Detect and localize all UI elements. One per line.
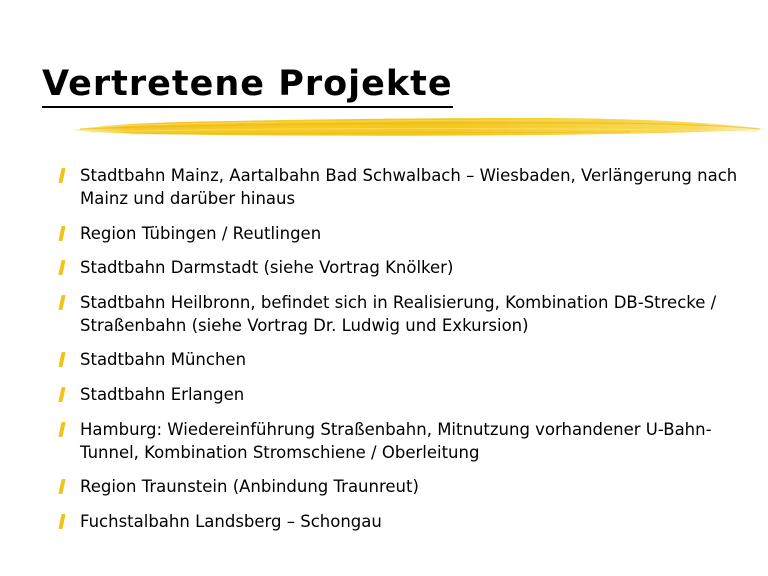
list-item xyxy=(58,475,748,498)
yellow-brush-bullet-icon xyxy=(58,168,65,183)
yellow-brush-bullet-icon xyxy=(58,260,65,275)
yellow-brush-bullet-icon xyxy=(58,422,65,437)
list-item-text: Stadtbahn Heilbronn, befindet sich in Realisierung, Kombination DB-Strecke / Straßenbahn (siehe Vortrag Dr. Ludwig und Exkursion) xyxy=(80,292,717,335)
list-item-text: Hamburg: Wiedereinführung Straßenbahn, Mitnutzung vorhandener U-Bahn-Tunnel, Kombination Stromschiene / Oberleitung xyxy=(80,419,712,462)
yellow-brush-bullet-icon xyxy=(58,226,65,241)
list-item xyxy=(58,348,748,371)
list-item xyxy=(58,510,748,533)
list-item xyxy=(58,256,748,279)
yellow-brush-stroke xyxy=(70,110,768,144)
list-item-text: Stadtbahn Darmstadt (siehe Vortrag Knölker) xyxy=(80,258,454,278)
slide-title: Vertretene Projekte xyxy=(42,62,453,108)
yellow-brush-bullet-icon xyxy=(58,352,65,367)
list-item xyxy=(58,222,748,245)
list-item-text: Stadtbahn Mainz, Aartalbahn Bad Schwalbach – Wiesbaden, Verlängerung nach Mainz und darüber hinaus xyxy=(80,166,738,208)
yellow-brush-bullet-icon xyxy=(58,514,65,529)
yellow-brush-bullet-icon xyxy=(58,295,65,310)
list-item xyxy=(58,164,748,210)
list-item-text: Region Traunstein (Anbindung Traunreut) xyxy=(80,477,419,497)
list-item-text: Fuchstalbahn Landsberg – Schongau xyxy=(80,511,382,531)
list-item xyxy=(58,383,748,406)
list-item-text: Stadtbahn Erlangen xyxy=(80,384,245,404)
list-item xyxy=(58,418,748,464)
project-list xyxy=(58,164,748,544)
list-item-text: Region Tübingen / Reutlingen xyxy=(80,223,322,243)
yellow-brush-bullet-icon xyxy=(58,387,65,402)
yellow-brush-bullet-icon xyxy=(58,479,65,494)
list-item-text: Stadtbahn München xyxy=(80,350,247,370)
list-item xyxy=(58,291,748,337)
